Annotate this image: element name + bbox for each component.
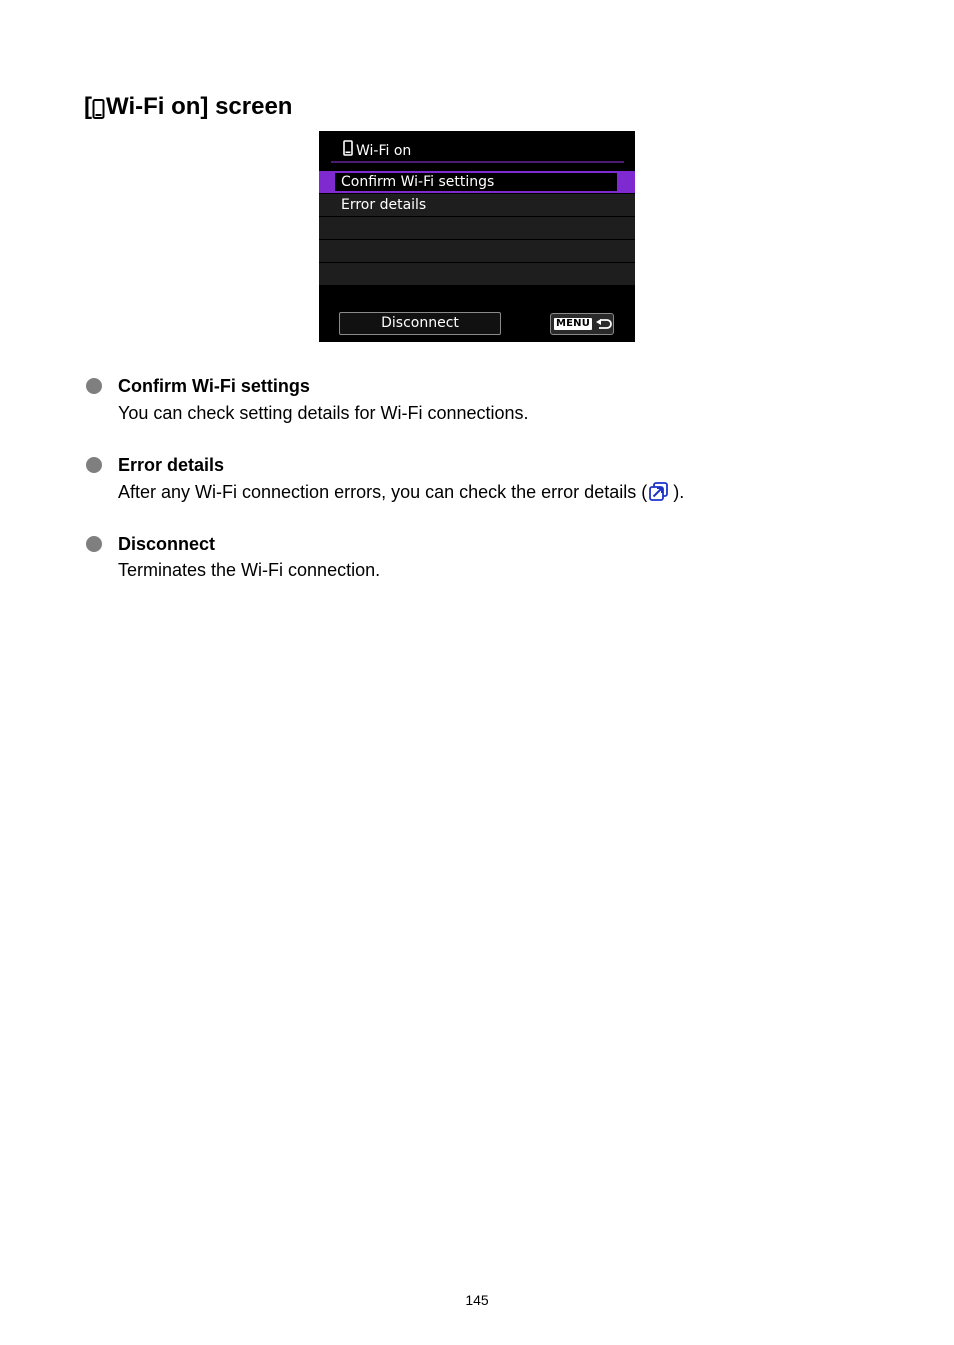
camera-menu-item-empty xyxy=(319,263,635,285)
camera-menu-item-empty xyxy=(319,217,635,239)
camera-screen-title-text: Wi-Fi on xyxy=(356,143,412,159)
item-title: Error details xyxy=(118,455,225,475)
item-description: You can check setting details for Wi-Fi connections. xyxy=(118,403,529,423)
heading-text: Wi-Fi on] screen xyxy=(106,93,293,120)
camera-menu-item-label: Error details xyxy=(341,197,427,213)
bullet-icon xyxy=(86,536,102,552)
item-description-text: After any Wi-Fi connection errors, you can check the error details ( xyxy=(118,482,648,502)
item-description: Terminates the Wi-Fi connection. xyxy=(118,560,381,580)
item-title: Disconnect xyxy=(118,534,216,554)
camera-menu-item-error-details[interactable] xyxy=(319,194,635,216)
heading-open-bracket: [ xyxy=(84,93,92,120)
camera-menu-item-label: Confirm Wi-Fi settings xyxy=(341,174,495,190)
smartphone-icon xyxy=(92,97,105,117)
smartphone-icon xyxy=(343,140,356,162)
camera-menu-item-confirm-wifi-settings[interactable] xyxy=(319,171,635,193)
disconnect-button[interactable]: Disconnect xyxy=(339,312,501,335)
bullet-icon xyxy=(86,457,102,473)
page-number: 145 xyxy=(465,1292,489,1308)
camera-menu-list xyxy=(319,171,635,286)
item-title: Confirm Wi-Fi settings xyxy=(118,376,310,396)
menu-label: MENU xyxy=(556,318,591,329)
menu-back-button[interactable] xyxy=(550,313,614,335)
camera-menu-item-empty xyxy=(319,240,635,262)
camera-screen-image xyxy=(319,131,635,342)
cross-reference-link-icon[interactable] xyxy=(649,482,669,502)
page-heading xyxy=(84,91,292,123)
title-divider xyxy=(331,161,624,163)
item-description xyxy=(118,480,684,504)
camera-screen-title xyxy=(343,141,411,161)
bullet-icon xyxy=(86,378,102,394)
item-description-text: ). xyxy=(673,482,685,502)
return-arrow-icon xyxy=(592,315,613,334)
camera-screen-footer xyxy=(319,309,635,342)
